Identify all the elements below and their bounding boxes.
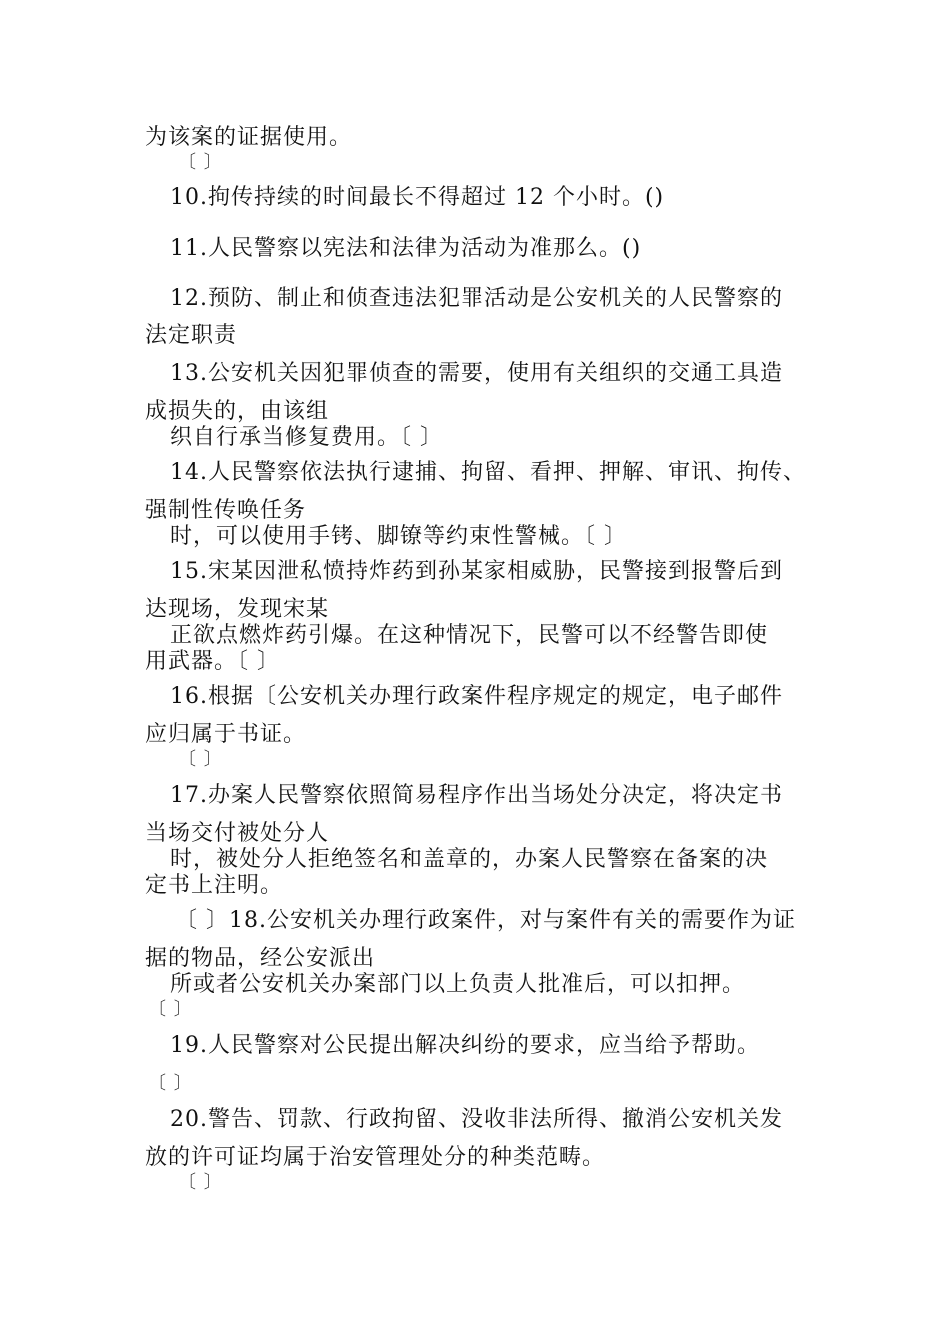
text-line: 时，被处分人拒绝签名和盖章的，办案人民警察在备案的决 (170, 847, 769, 872)
text-line: 用武器。〔 〕 (145, 649, 280, 674)
answer-bracket: 〔 〕 (148, 1073, 193, 1094)
question-18: 〔 〕18.公安机关办理行政案件，对与案件有关的需要作为证 (175, 908, 796, 933)
answer-bracket: 〔 〕 (148, 999, 193, 1020)
question-15: 15.宋某因泄私愤持炸药到孙某家相威胁，民警接到报警后到 (170, 559, 783, 584)
question-20: 20.警告、罚款、行政拘留、没收非法所得、撤消公安机关发 (170, 1107, 783, 1132)
text-line: 达现场，发现宋某 (145, 597, 330, 622)
answer-bracket: 〔 〕 (178, 1172, 223, 1193)
text-line: 定书上注明。 (145, 873, 284, 898)
text-line: 据的物品，经公安派出 (145, 946, 376, 971)
text-line: 成损失的，由该组 (145, 399, 330, 424)
question-10: 10.拘传持续的时间最长不得超过 12 个小时。() (170, 185, 665, 210)
text-line: 强制性传唤任务 (145, 498, 307, 523)
text-line: 时，可以使用手铐、脚镣等约束性警械。〔 〕 (170, 524, 627, 549)
question-12: 12.预防、制止和侦查违法犯罪活动是公安机关的人民警察的 (170, 286, 783, 311)
text-line: 所或者公安机关办案部门以上负责人批准后，可以扣押。 (170, 972, 746, 997)
text-line: 正欲点燃炸药引爆。在这种情况下，民警可以不经警告即使 (170, 623, 769, 648)
text-line: 放的许可证均属于治安管理处分的种类范畴。 (145, 1145, 606, 1170)
question-11: 11.人民警察以宪法和法律为活动为准那么。() (170, 236, 642, 261)
text-line: 应归属于书证。 (145, 722, 307, 747)
text-line: 当场交付被处分人 (145, 821, 330, 846)
question-13: 13.公安机关因犯罪侦查的需要，使用有关组织的交通工具造 (170, 361, 783, 386)
question-14: 14.人民警察依法执行逮捕、拘留、看押、押解、审讯、拘传、 (170, 460, 806, 485)
text-line: 法定职责 (145, 323, 238, 348)
question-16: 16.根据〔公安机关办理行政案件程序规定的规定，电子邮件 (170, 684, 783, 709)
answer-bracket: 〔 〕 (178, 152, 223, 173)
question-19: 19.人民警察对公民提出解决纠纷的要求，应当给予帮助。 (170, 1033, 760, 1058)
text-line: 织自行承当修复费用。〔 〕 (170, 425, 443, 450)
text-line: 为该案的证据使用。 (145, 125, 353, 150)
answer-bracket: 〔 〕 (178, 749, 223, 770)
question-17: 17.办案人民警察依照简易程序作出当场处分决定，将决定书 (170, 783, 783, 808)
